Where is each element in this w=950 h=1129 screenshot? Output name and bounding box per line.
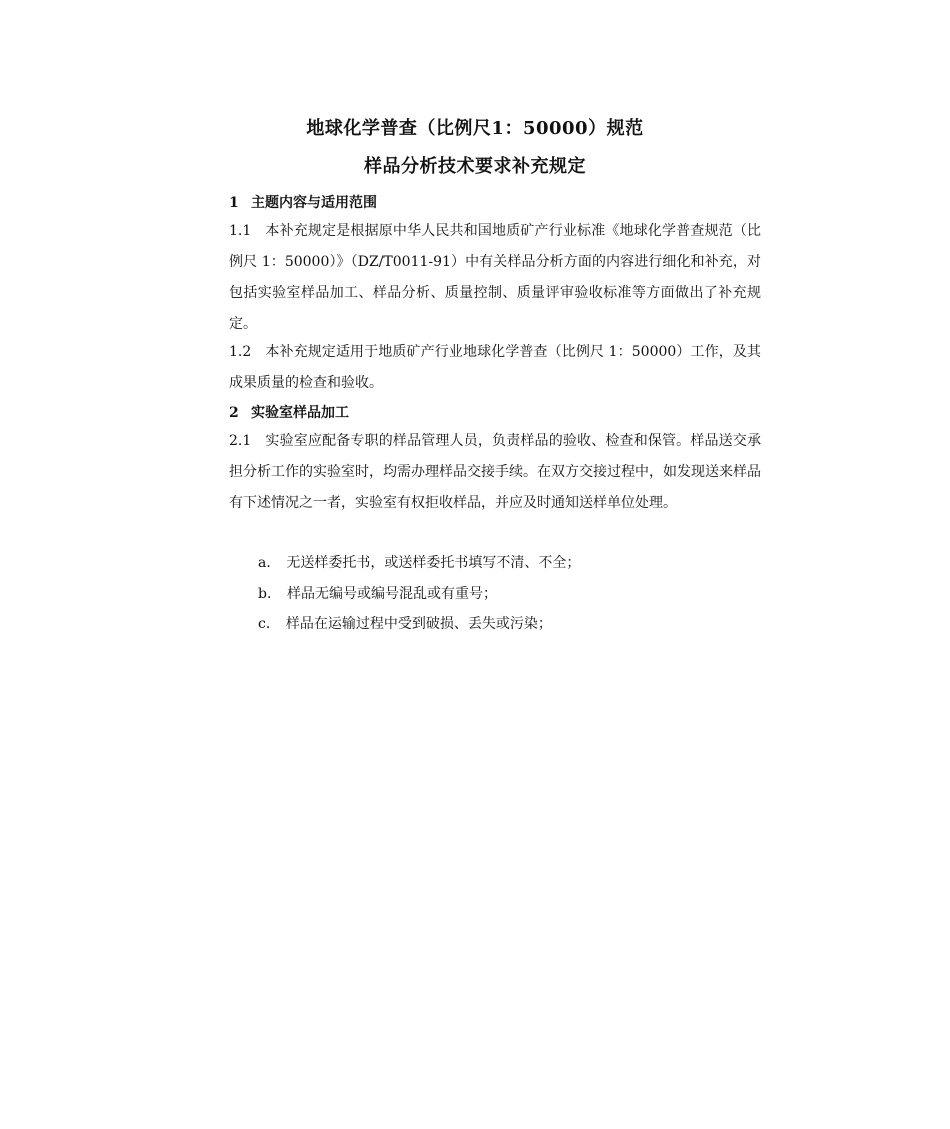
document-title: 地球化学普查（比例尺1：50000）规范 [306,118,644,139]
list-item-text: 样品无编号或编号混乱或有重号； [286,586,497,602]
list-item [258,552,580,572]
section-2-heading [229,402,349,422]
list-item [258,613,552,633]
list-item-text: 无送样委托书，或送样委托书填写不清、不全； [286,555,581,571]
section-2-title: 实验室样品加工 [251,405,349,421]
paragraph-1-2-number: 1.2 [229,344,252,360]
section-1-heading [229,192,377,212]
list-item-marker: b． [258,586,281,602]
list-item-text: 样品在运输过程中受到破损、丢失或污染； [285,616,552,632]
list-item-marker: a． [258,555,281,571]
paragraph-2-1-text: 实验室应配备专职的样品管理人员，负责样品的验收、检查和保管。样品送交承担分析工作的实验室时，均需办理样品交接手续。在双方交接过程中，如发现送来样品有下述情况之一者，实验室有权拒收样品，并应及时通知送样单位处理。 [229,433,761,511]
section-2-number: 2 [229,405,239,421]
paragraph-1-2-text: 本补充规定适用于地质矿产行业地球化学普查（比例尺 1：50000）工作，及其成果质量的检查和验收。 [229,344,761,391]
paragraph-2-1 [229,426,761,519]
paragraph-1-1-text: 本补充规定是根据原中华人民共和国地质矿产行业标准《地球化学普查规范（比例尺 1：50000）》（DZ/T0011-91）中有关样品分析方面的内容进行细化和补充，对包括实验室样品加工、样品分析、质量控制、质量评审验收标准等方面做出了补充规定。 [229,223,761,332]
paragraph-1-1 [229,216,761,340]
section-1-title: 主题内容与适用范围 [251,195,377,211]
paragraph-1-2 [229,337,761,399]
document-subtitle: 样品分析技术要求补充规定 [364,156,586,177]
paragraph-2-1-number: 2.1 [229,433,252,449]
paragraph-1-1-number: 1.1 [229,223,252,239]
list-item-marker: c． [258,616,280,632]
list-item [258,583,497,603]
section-1-number: 1 [229,195,239,211]
